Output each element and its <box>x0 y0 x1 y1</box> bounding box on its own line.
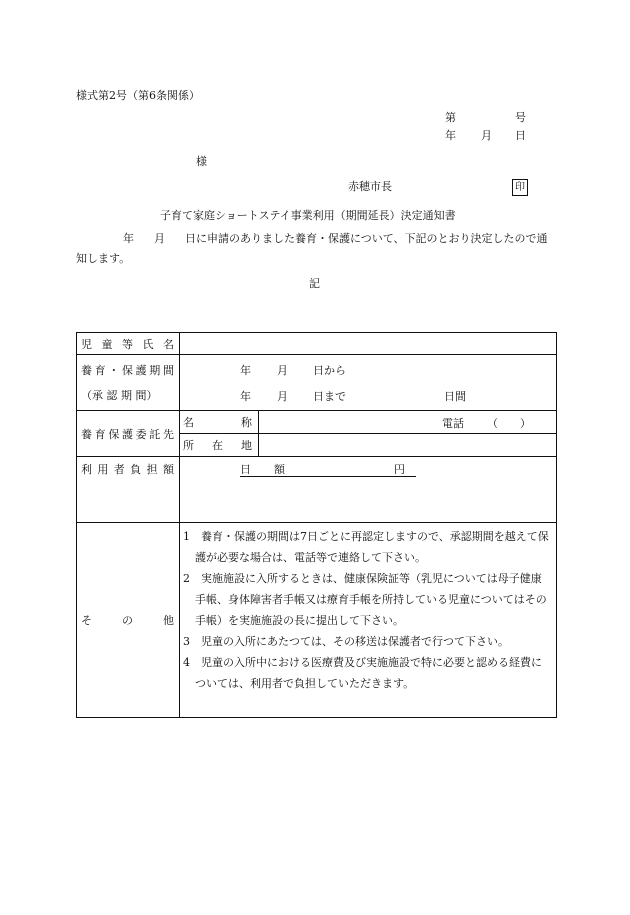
row-burden <box>77 457 557 523</box>
document-title: 子育て家庭ショートステイ事業利用（期間延長）決定通知書 <box>160 209 456 222</box>
note-item: 2 実施施設に入所するときは、健康保険証等（乳児については母子健康手帳、身体障害者手帳又は療育手帳を所持している児童についてはその手帳）を実施施設の長に提出して下さい。 <box>183 572 547 627</box>
ki-heading: 記 <box>309 277 320 290</box>
label-burden: 利 用 者 負 担 額 <box>77 457 180 523</box>
decision-table <box>76 332 557 718</box>
intro-year: 年 <box>123 232 134 245</box>
value-period[interactable]: 年 月 日から 年 月 日まで 日間 <box>180 355 557 411</box>
doc-date-month: 月 <box>481 129 492 142</box>
form-reference: 様式第2号（第6条関係） <box>76 89 200 102</box>
row-other <box>77 523 557 718</box>
value-other-notes <box>180 523 557 718</box>
seal-mark: 印 <box>512 179 528 196</box>
label-facility: 養 育 保 護 委 託 先 <box>77 411 180 457</box>
label-child-name: 児 童 等 氏 名 <box>77 333 180 355</box>
row-facility-name <box>77 411 557 434</box>
addressee-suffix: 様 <box>196 155 207 168</box>
intro-text: 日に申請のありました養育・保護について、下記のとおり決定したので通知します。 <box>76 232 548 265</box>
row-child-name <box>77 333 557 355</box>
intro-month: 月 <box>154 232 165 245</box>
doc-date-year: 年 <box>445 129 456 142</box>
sublabel-facility-address: 所 在 地 <box>180 434 259 457</box>
note-item: 3 児童の入所にあたつては、その移送は保護者で行つて下さい。 <box>183 635 509 648</box>
doc-number-suffix: 号 <box>515 111 526 124</box>
label-other: そ の 他 <box>77 523 180 718</box>
note-item: 4 児童の入所中における医療費及び実施施設で特に必要と認める経費については、利用者で負担していただきます。 <box>183 656 542 690</box>
issuer-name: 赤穂市長 <box>348 180 392 193</box>
value-child-name[interactable] <box>180 333 557 355</box>
burden-daily-line: 日 額 円 <box>240 461 416 477</box>
doc-date-day: 日 <box>515 129 526 142</box>
row-period <box>77 355 557 411</box>
intro-paragraph <box>76 229 556 269</box>
note-item: 1 養育・保護の期間は7日ごとに再認定しますので、承認期間を越えて保護が必要な場合は、電話等で連絡して下さい。 <box>183 530 549 564</box>
value-facility-address[interactable] <box>259 434 557 457</box>
sublabel-facility-name: 名 称 <box>180 411 259 434</box>
value-burden[interactable] <box>180 457 557 523</box>
value-facility-name[interactable]: 電話 （ ） <box>259 411 557 434</box>
label-period: 養 育 ・ 保 護 期 間 （承 認 期 間） <box>77 355 180 411</box>
doc-number-prefix: 第 <box>445 111 456 124</box>
